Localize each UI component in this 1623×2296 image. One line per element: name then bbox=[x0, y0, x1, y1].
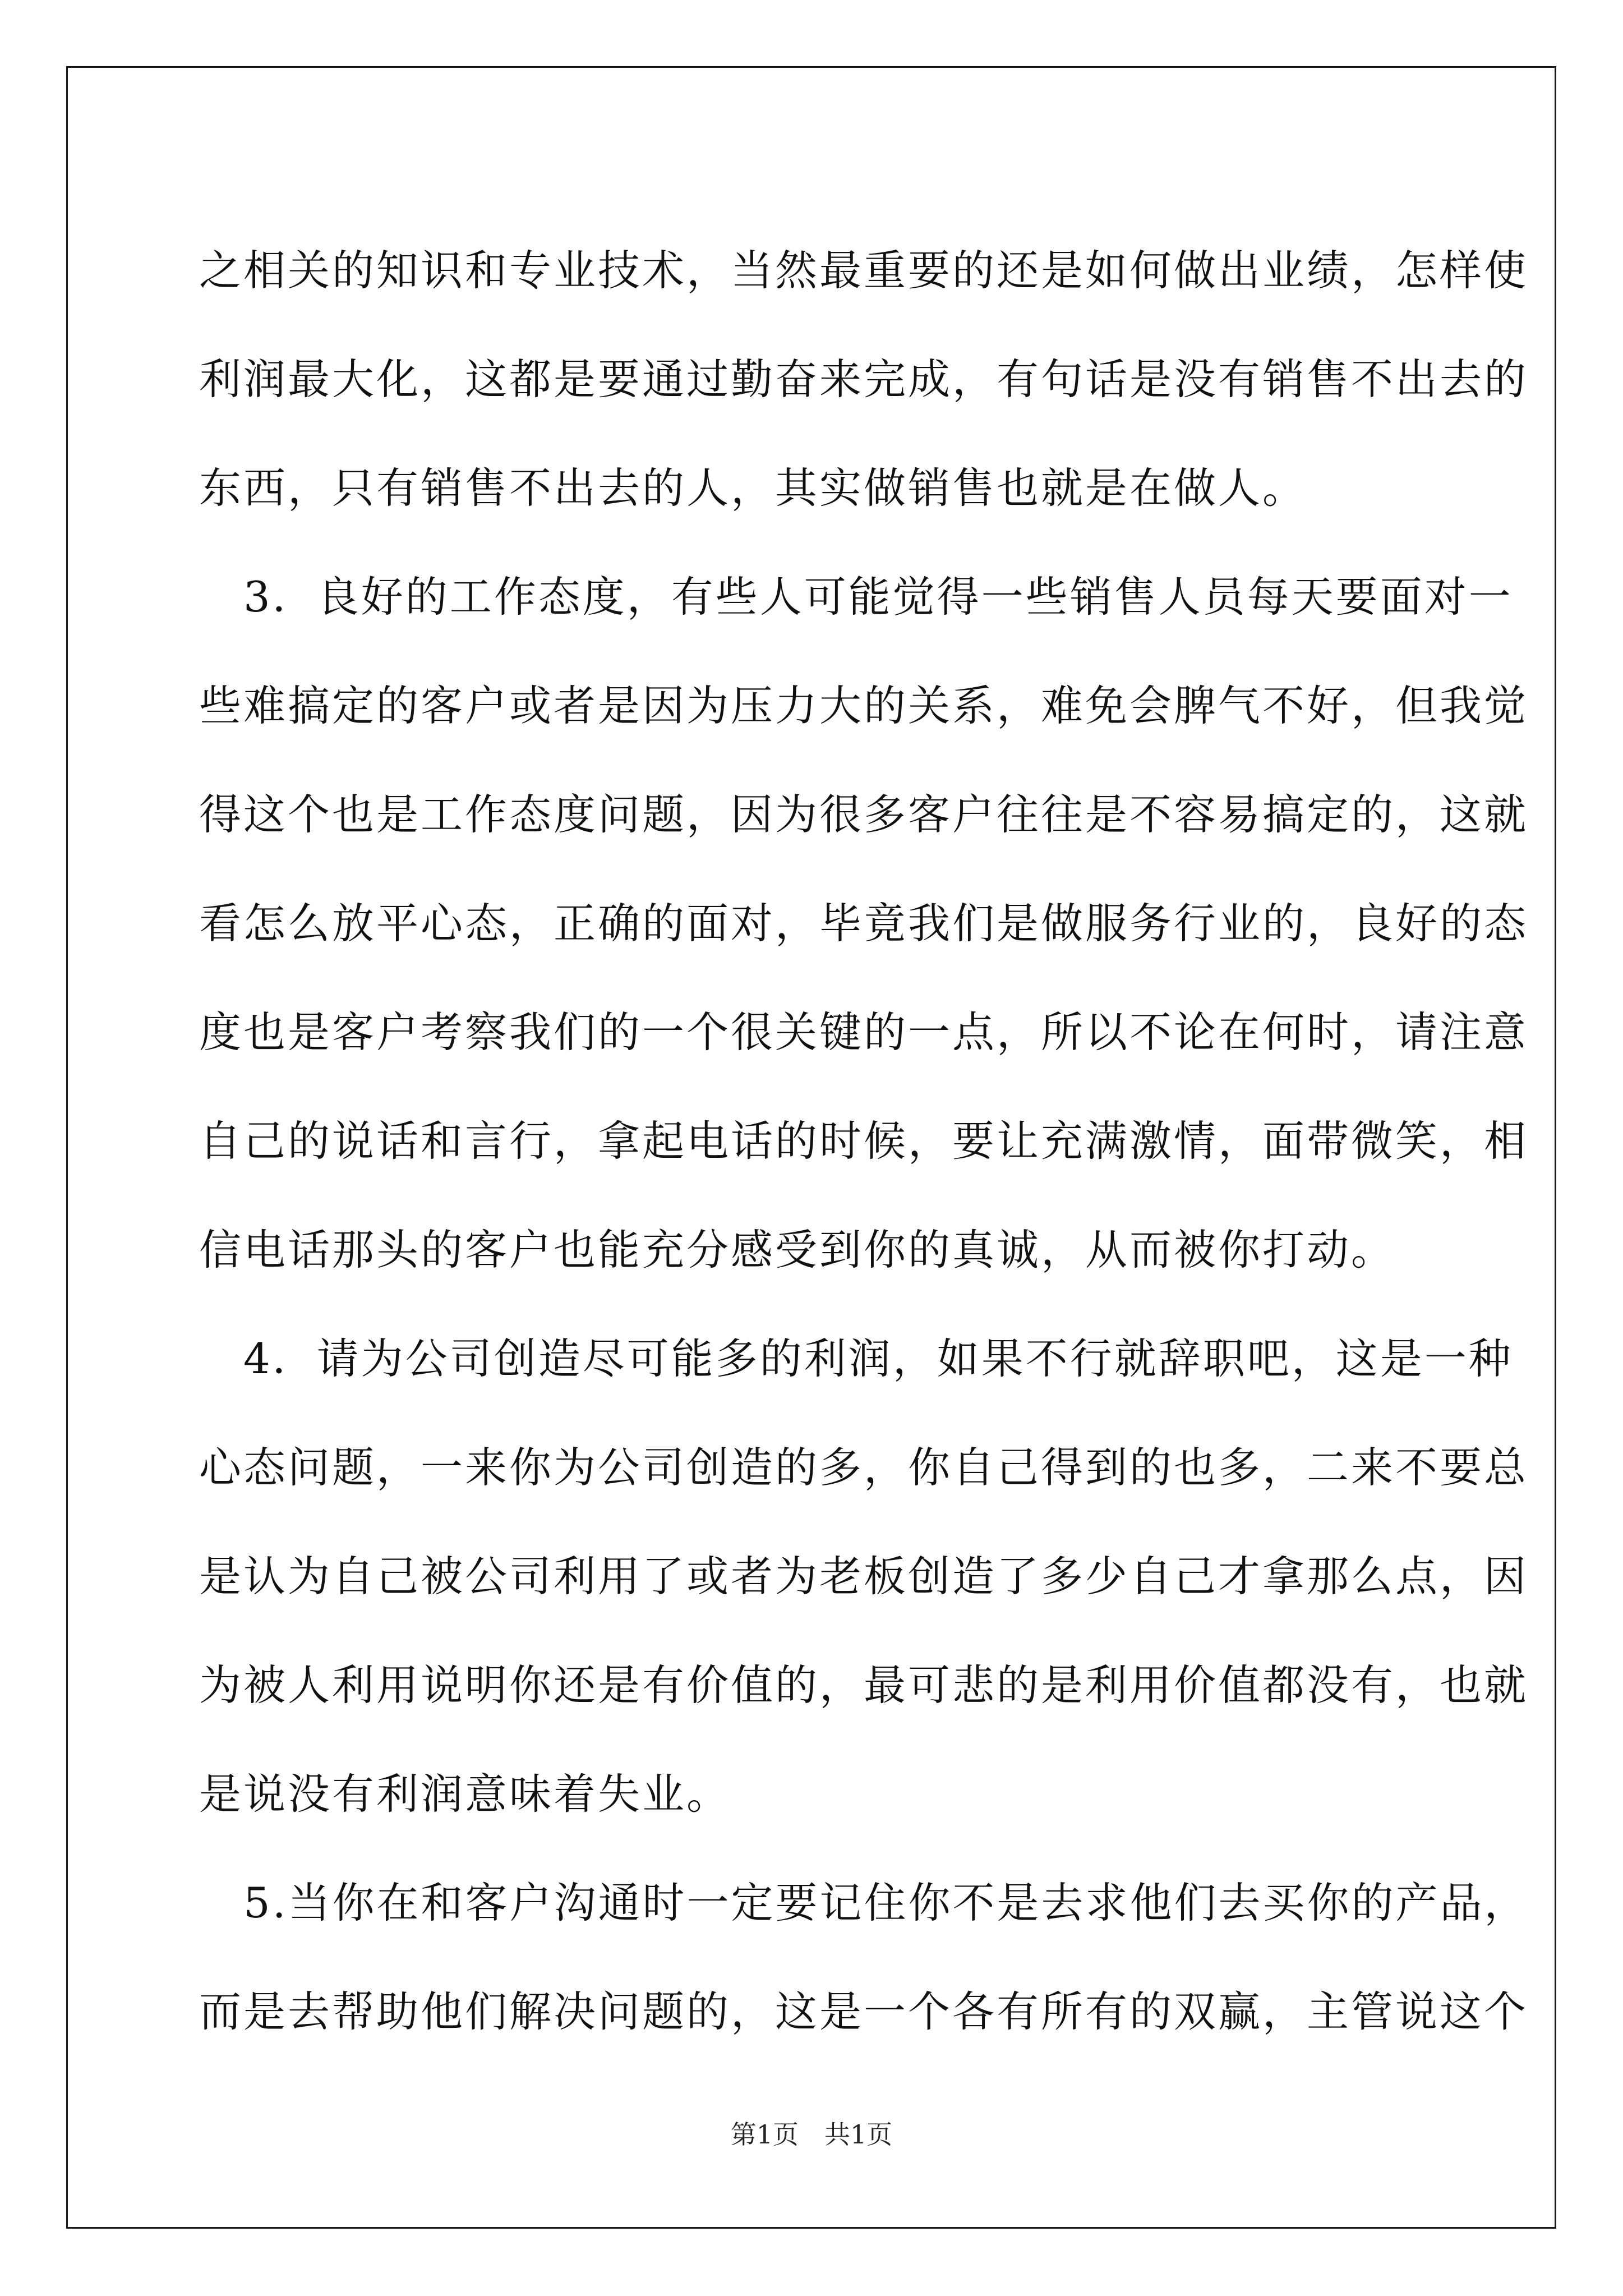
text-line: 看怎么放平心态，正确的面对，毕竟我们是做服务行业的，良好的态 bbox=[199, 899, 1529, 948]
text-line: 是说没有利润意味着失业。 bbox=[199, 1769, 731, 1819]
text-line: 些难搞定的客户或者是因为压力大的关系，难免会脾气不好，但我觉 bbox=[199, 681, 1529, 730]
text-line: 4．请为公司创造尽可能多的利润，如果不行就辞职吧，这是一种 bbox=[199, 1334, 1513, 1383]
text-line: 5.当你在和客户沟通时一定要记住你不是去求他们去买你的产品， bbox=[199, 1878, 1529, 1927]
text-line: 心态问题，一来你为公司创造的多，你自己得到的也多，二来不要总 bbox=[199, 1443, 1529, 1492]
text-line: 3．良好的工作态度，有些人可能觉得一些销售人员每天要面对一 bbox=[199, 572, 1513, 622]
text-line: 度也是客户考察我们的一个很关键的一点，所以不论在何时，请注意 bbox=[199, 1007, 1529, 1057]
text-line: 得这个也是工作态度问题，因为很多客户往往是不容易搞定的，这就 bbox=[199, 790, 1529, 839]
text-line: 而是去帮助他们解决问题的，这是一个各有所有的双赢，主管说这个 bbox=[199, 1987, 1529, 2036]
text-line: 东西，只有销售不出去的人，其实做销售也就是在做人。 bbox=[199, 463, 1307, 513]
text-line: 信电话那头的客户也能充分感受到你的真诚，从而被你打动。 bbox=[199, 1225, 1396, 1274]
document-body bbox=[199, 216, 1529, 2066]
text-line: 是认为自己被公司利用了或者为老板创造了多少自己才拿那么点，因 bbox=[199, 1552, 1529, 1601]
text-line: 之相关的知识和专业技术，当然最重要的还是如何做出业绩，怎样使 bbox=[199, 246, 1529, 295]
page-footer bbox=[0, 2118, 1623, 2151]
text-line: 为被人利用说明你还是有价值的，最可悲的是利用价值都没有，也就 bbox=[199, 1660, 1529, 1710]
text-line: 利润最大化，这都是要通过勤奋来完成，有句话是没有销售不出去的 bbox=[199, 355, 1529, 404]
page-number: 第1页 共1页 bbox=[730, 2119, 893, 2150]
text-line: 自己的说话和言行，拿起电话的时候，要让充满激情，面带微笑，相 bbox=[199, 1116, 1529, 1166]
